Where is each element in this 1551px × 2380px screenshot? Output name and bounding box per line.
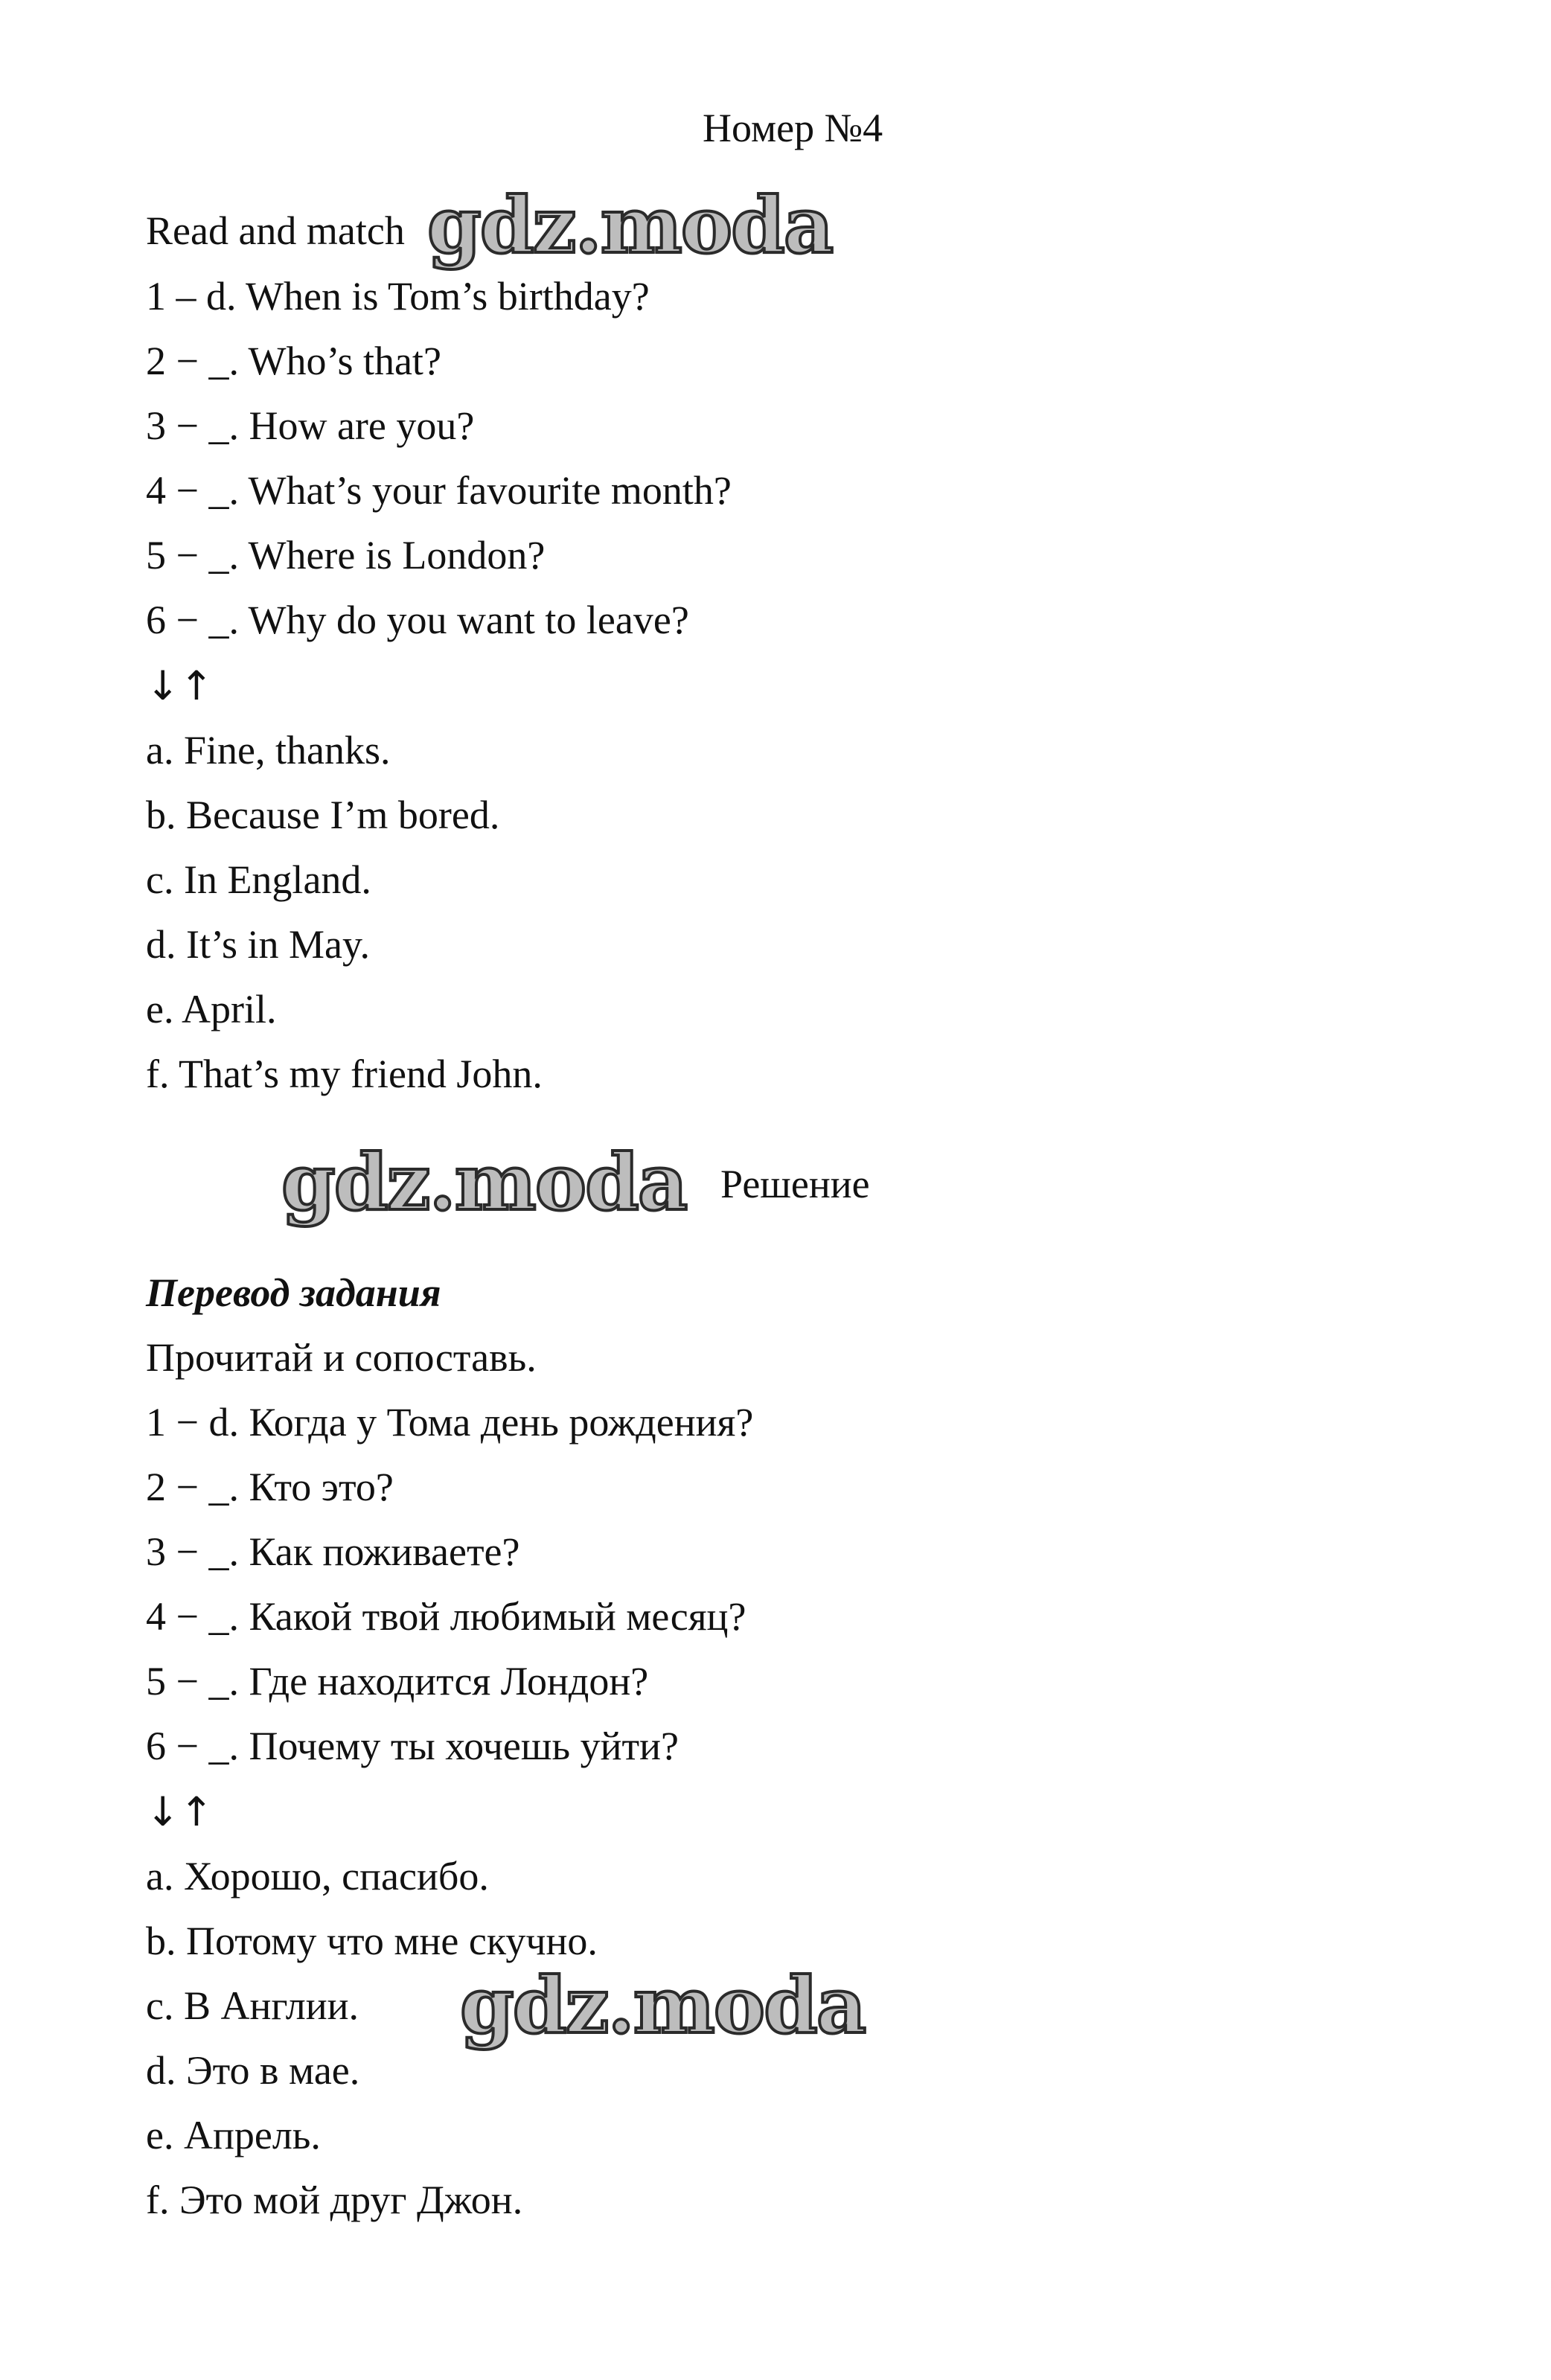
translation-answer-c: c. В Англии.: [146, 1983, 359, 2028]
match-arrows-icon: ↓↑: [146, 1788, 214, 1835]
translation-question-4: 4 − _. Какой твой любимый месяц?: [146, 1594, 746, 1639]
task-answer-c: c. In England.: [146, 857, 371, 902]
task-question-3: 3 − _. How are you?: [146, 403, 475, 448]
task-question-4: 4 − _. What’s your favourite month?: [146, 468, 732, 513]
task-answer-f: f. That’s my friend John.: [146, 1052, 543, 1096]
translation-instruction: Прочитай и сопоставь.: [146, 1335, 537, 1380]
translation-question-2: 2 − _. Кто это?: [146, 1465, 394, 1509]
translation-answer-b: b. Потому что мне скучно.: [146, 1919, 598, 1963]
watermark-logo: gdz.moda: [427, 179, 833, 271]
translation-question-6: 6 − _. Почему ты хочешь уйти?: [146, 1724, 679, 1768]
task-answer-e: e. April.: [146, 987, 277, 1031]
task-question-5: 5 − _. Where is London?: [146, 533, 546, 578]
task-answer-a: a. Fine, thanks.: [146, 728, 391, 772]
translation-question-5: 5 − _. Где находится Лондон?: [146, 1659, 649, 1704]
task-question-2: 2 − _. Who’s that?: [146, 339, 441, 383]
page-title: Номер №4: [703, 106, 883, 150]
match-arrows-icon: ↓↑: [146, 662, 214, 709]
watermark-logo: gdz.moda: [460, 1960, 866, 2051]
translation-answer-e: e. Апрель.: [146, 2113, 321, 2157]
translation-question-3: 3 − _. Как поживаете?: [146, 1529, 520, 1574]
task-question-6: 6 − _. Why do you want to leave?: [146, 598, 689, 642]
solution-label: Решение: [720, 1162, 870, 1206]
watermark-logo: gdz.moda: [281, 1136, 687, 1228]
translation-answer-d: d. Это в мае.: [146, 2048, 360, 2093]
translation-answer-a: a. Хорошо, спасибо.: [146, 1854, 489, 1898]
task-question-1: 1 – d. When is Tom’s birthday?: [146, 274, 650, 319]
task-answer-b: b. Because I’m bored.: [146, 793, 500, 837]
task-answer-d: d. It’s in May.: [146, 922, 370, 967]
translation-heading: Перевод задания: [146, 1270, 441, 1315]
task-instruction: Read and match: [146, 208, 405, 253]
translation-question-1: 1 − d. Когда у Тома день рождения?: [146, 1400, 754, 1445]
translation-answer-f: f. Это мой друг Джон.: [146, 2178, 523, 2222]
